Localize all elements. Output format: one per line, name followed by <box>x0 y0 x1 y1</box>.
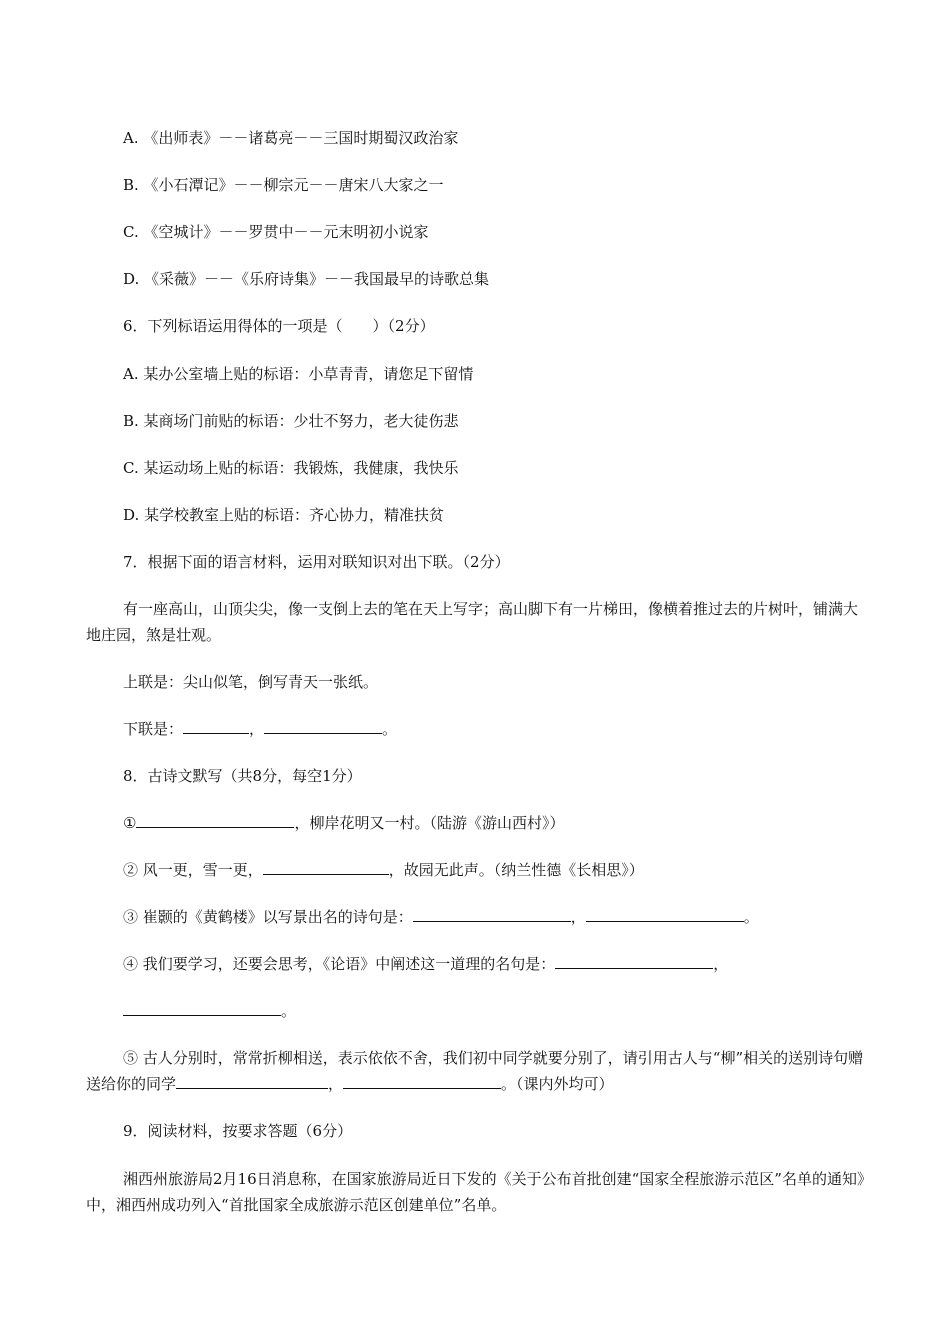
q6-option-d: D. 某学校教室上贴的标语：齐心协力，精准扶贫 <box>123 506 445 524</box>
item-text: ，柳岸花明又一村。（陆游《游山西村》） <box>294 814 565 832</box>
q8-item-1 <box>123 813 564 833</box>
item-text: 。（课内外均可） <box>501 1075 614 1093</box>
answer-blank[interactable] <box>123 1001 281 1016</box>
item-text: ⑤ 古人分别时，常常折柳相送，表示依依不舍，我们初中同学就要分别了，请引用古人与“柳”相关的送别诗句赠送给你的同学 <box>86 1049 864 1093</box>
q5-option-d: D. 《采薇》－－《乐府诗集》－－我国最早的诗歌总集 <box>123 270 490 288</box>
q8-stem: 8．古诗文默写（共8分，每空1分） <box>123 767 362 785</box>
answer-blank[interactable] <box>264 719 382 734</box>
q5-option-b: B. 《小石潭记》－－柳宗元－－唐宋八大家之一 <box>123 176 444 194</box>
q9-stem: 9．阅读材料，按要求答题（6分） <box>123 1122 353 1140</box>
answer-blank[interactable] <box>136 813 294 828</box>
q6-option-a: A. 某办公室墙上贴的标语：小草青青，请您足下留情 <box>123 365 474 383</box>
comma: ， <box>249 720 265 738</box>
comma: ， <box>713 955 729 973</box>
q6-option-b: B. 某商场门前贴的标语：少壮不努力，老大徒伤悲 <box>123 412 459 430</box>
period: 。 <box>281 1002 297 1020</box>
answer-blank[interactable] <box>586 907 744 922</box>
q8-item-3 <box>123 907 759 927</box>
comma: ， <box>328 1075 344 1093</box>
q8-item-4-continued <box>123 1001 296 1021</box>
answer-blank[interactable] <box>263 860 389 875</box>
answer-blank[interactable] <box>183 719 249 734</box>
q7-upper-couplet: 上联是：尖山似笔，倒写青天一张纸。 <box>123 673 379 691</box>
answer-blank[interactable] <box>343 1074 501 1089</box>
item-mark: ① <box>123 814 137 832</box>
period: 。 <box>382 720 398 738</box>
q6-option-c: C. 某运动场上贴的标语：我锻炼，我健康，我快乐 <box>123 459 459 477</box>
q7-lower-couplet <box>123 719 397 739</box>
q6-stem: 6．下列标语运用得体的一项是（ ）（2分） <box>123 317 435 335</box>
q8-item-5 <box>86 1045 868 1097</box>
period: 。 <box>743 908 759 926</box>
q5-option-a: A. 《出师表》－－诸葛亮－－三国时期蜀汉政治家 <box>123 129 459 147</box>
item-text: ，故园无此声。（纳兰性德《长相思》） <box>388 861 644 879</box>
q8-item-4 <box>123 954 728 974</box>
q9-material: 湘西州旅游局2月16日消息称，在国家旅游局近日下发的《关于公布首批创建“国家全程旅游示范区”名单的通知》中，湘西州成功列入“首批国家全成旅游示范区创建单位”名单。 <box>86 1170 865 1214</box>
answer-blank[interactable] <box>413 907 571 922</box>
q7-stem: 7．根据下面的语言材料，运用对联知识对出下联。（2分） <box>123 553 510 571</box>
q7-lower-label: 下联是： <box>123 720 184 738</box>
answer-blank[interactable] <box>555 954 713 969</box>
q7-material: 有一座高山，山顶尖尖，像一支倒上去的笔在天上写字；高山脚下有一片梯田，像横着推过去的片树叶，铺满大地庄园，煞是壮观。 <box>86 600 859 644</box>
q8-item-2 <box>123 860 644 880</box>
item-text: ③ 崔颢的《黄鹤楼》以写景出名的诗句是： <box>123 908 413 926</box>
item-text: ④ 我们要学习，还要会思考，《论语》中阐述这一道理的名句是： <box>123 955 556 973</box>
comma: ， <box>570 908 586 926</box>
q5-option-c: C. 《空城计》－－罗贯中－－元末明初小说家 <box>123 223 429 241</box>
answer-blank[interactable] <box>176 1074 328 1089</box>
item-text: ② 风一更，雪一更， <box>123 861 263 879</box>
